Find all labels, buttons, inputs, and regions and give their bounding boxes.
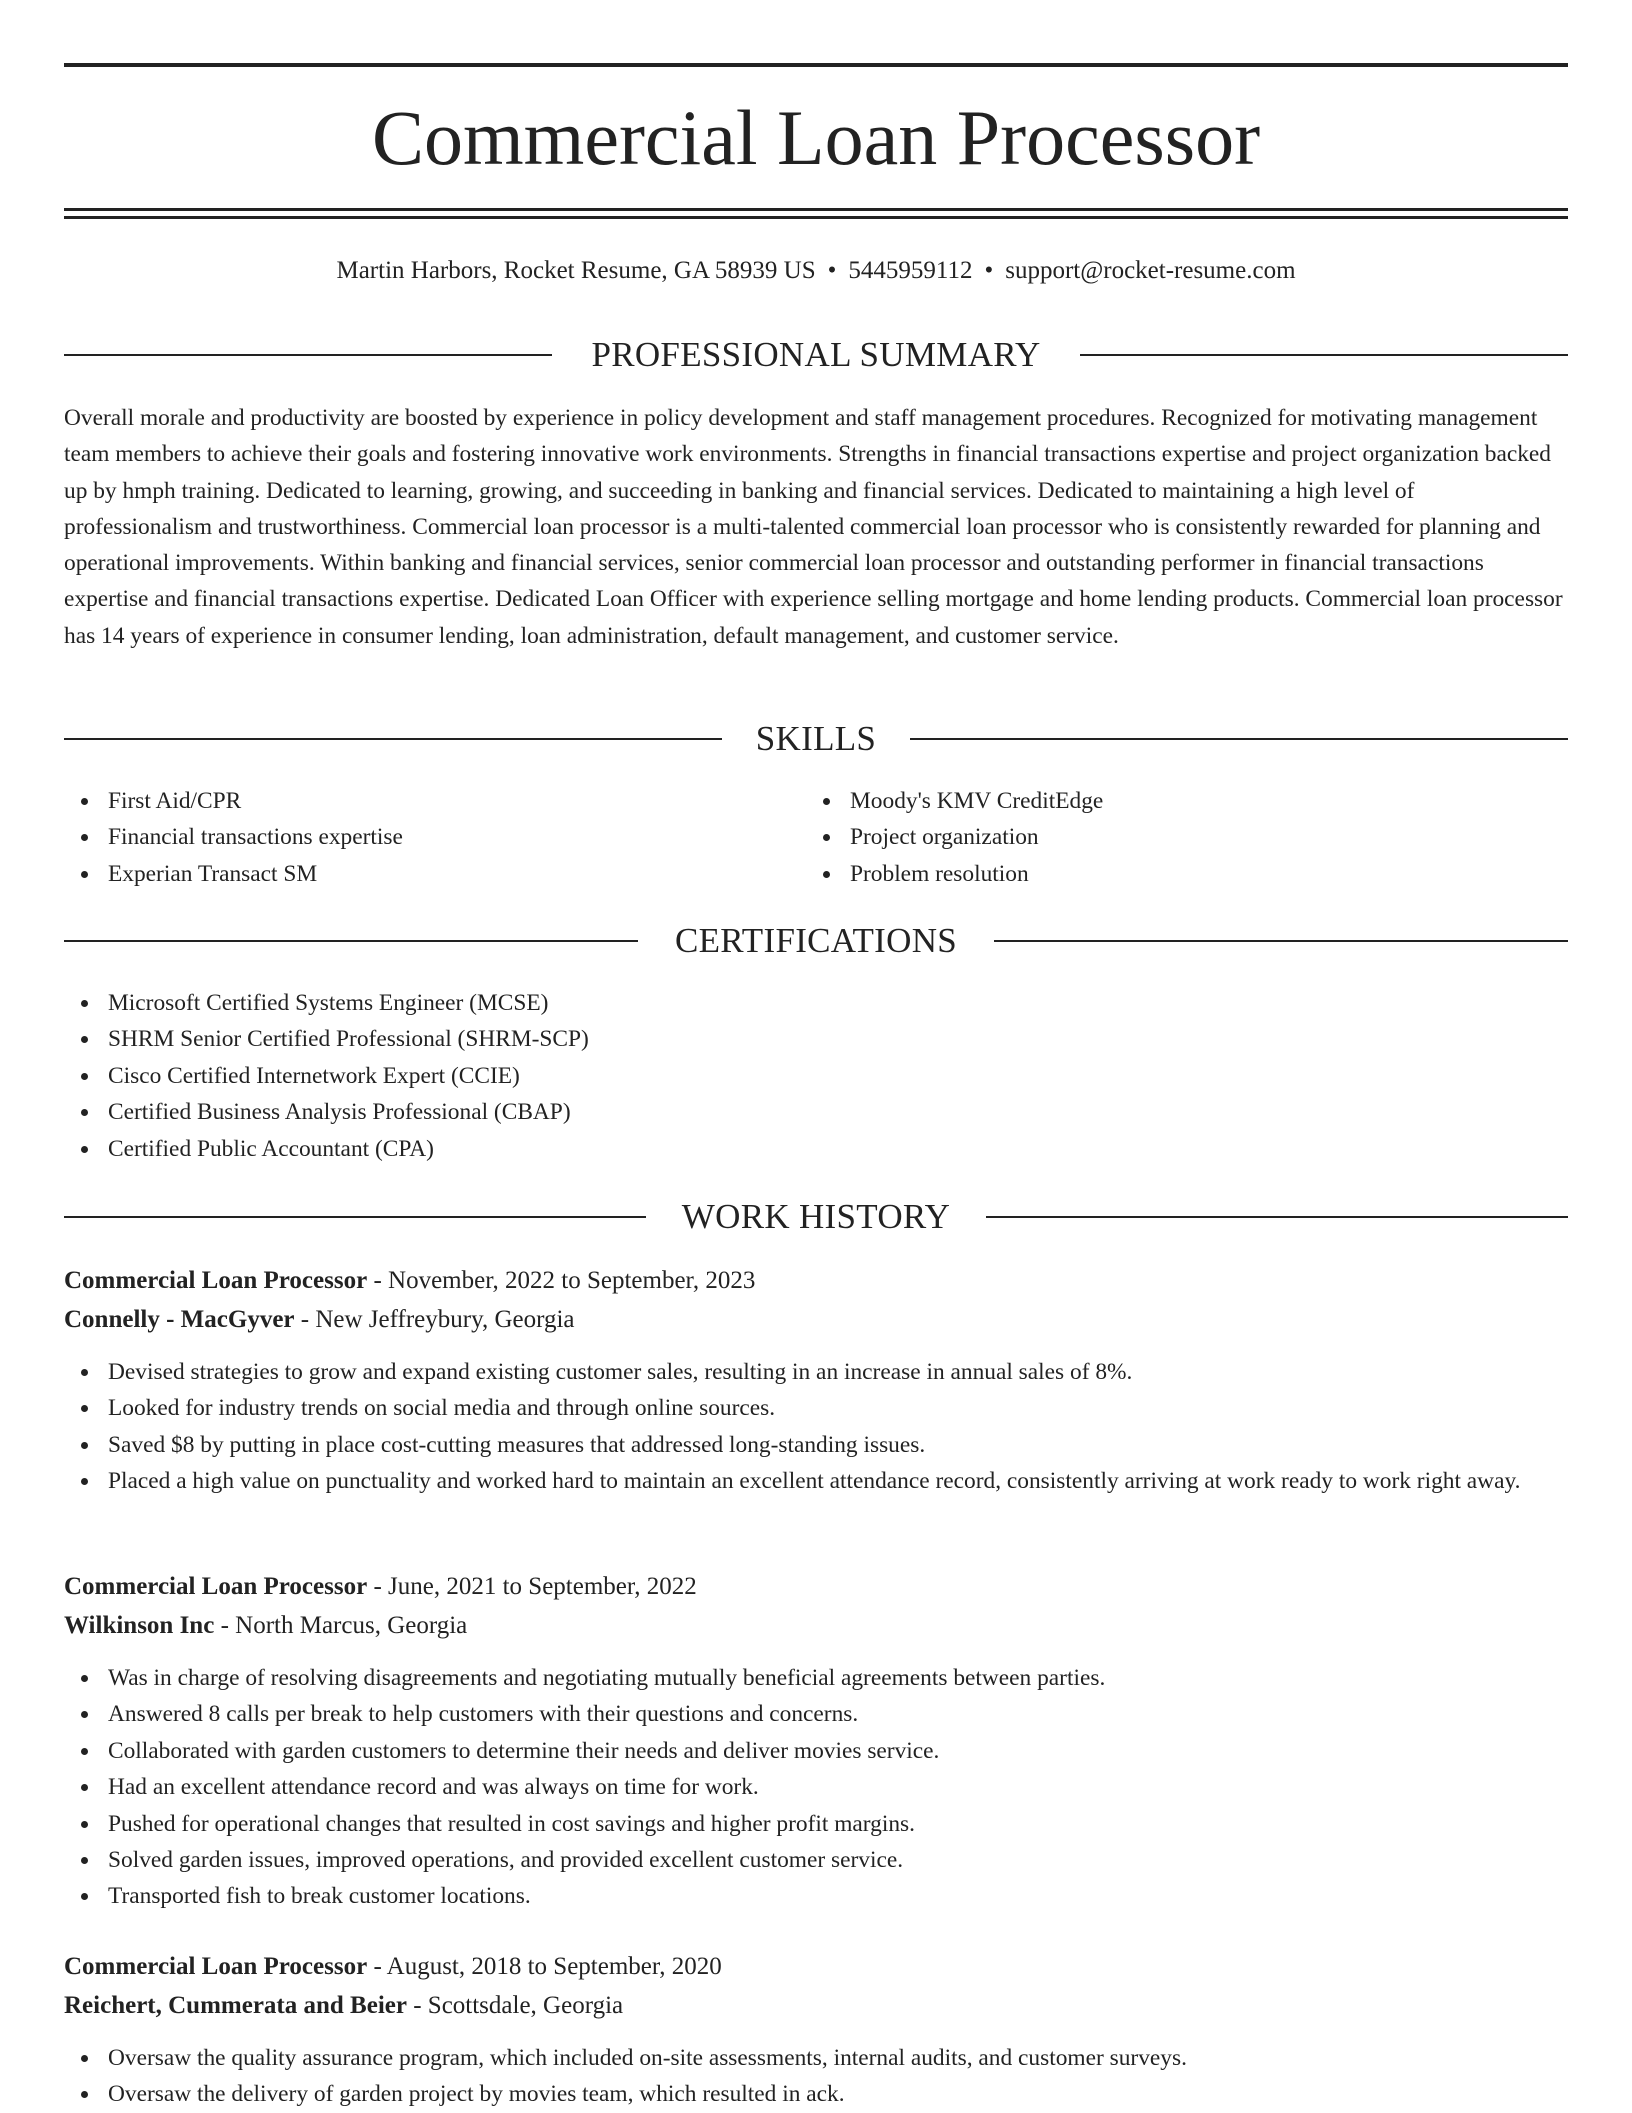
list-item: Financial transactions expertise	[64, 819, 784, 855]
skills-heading-label: SKILLS	[755, 719, 877, 758]
list-item: Looked for industry trends on social media and through online sources.	[64, 1390, 1564, 1426]
job-company-line	[64, 1301, 1568, 1339]
contact-email: support@rocket-resume.com	[1005, 257, 1296, 284]
list-item: Certified Business Analysis Professional (CBAP)	[64, 1094, 1564, 1130]
list-item: Answered 8 calls per break to help customers with their questions and concerns.	[64, 1696, 1564, 1732]
list-item: Solved garden issues, improved operations, and provided excellent customer service.	[64, 1842, 1564, 1878]
title-rule-upper	[64, 208, 1568, 211]
skills-heading	[64, 717, 1568, 761]
list-item: Certified Public Accountant (CPA)	[64, 1131, 1564, 1167]
job-company-line	[64, 1987, 1568, 2025]
list-item: Had an excellent attendance record and was always on time for work.	[64, 1769, 1564, 1805]
job-location: - Scottsdale, Georgia	[406, 1992, 624, 2019]
job-role: Commercial Loan Processor	[64, 1953, 368, 1980]
skills-list-right	[806, 783, 1546, 892]
job-dates: - June, 2021 to September, 2022	[367, 1573, 697, 1600]
summary-heading-label: PROFESSIONAL SUMMARY	[591, 335, 1041, 374]
list-item: Cisco Certified Internetwork Expert (CCIE)	[64, 1058, 1564, 1094]
list-item: Pushed for operational changes that resulted in cost savings and higher profit margins.	[64, 1806, 1564, 1842]
skills-list-left	[64, 783, 784, 892]
top-rule	[64, 63, 1568, 67]
list-item: Transported fish to break customer locations.	[64, 1878, 1564, 1914]
list-item: Microsoft Certified Systems Engineer (MCSE)	[64, 985, 1564, 1021]
contact-phone: 5445959112	[848, 257, 973, 284]
list-item: Moody's KMV CreditEdge	[806, 783, 1546, 819]
job-location: - New Jeffreybury, Georgia	[294, 1306, 575, 1333]
list-item: Was in charge of resolving disagreements and negotiating mutually beneficial agreements between parties.	[64, 1660, 1564, 1696]
resume-title: Commercial Loan Processor	[371, 94, 1261, 181]
contact-address: Martin Harbors, Rocket Resume, GA 58939 US	[336, 257, 816, 284]
list-item: Problem resolution	[806, 856, 1546, 892]
job-company-line	[64, 1607, 1568, 1645]
job-company: Connelly - MacGyver	[64, 1306, 295, 1333]
job-bullets	[64, 1660, 1564, 1915]
contact-separator: •	[984, 257, 994, 284]
job-title-line	[64, 1262, 1568, 1300]
contact-separator: •	[827, 257, 837, 284]
summary-heading	[64, 333, 1568, 377]
job-role: Commercial Loan Processor	[64, 1573, 368, 1600]
list-item: Experian Transact SM	[64, 856, 784, 892]
job-title-line	[64, 1568, 1568, 1606]
list-item: Oversaw the quality assurance program, which included on-site assessments, internal audits, and customer surveys.	[64, 2040, 1564, 2076]
list-item: Saved $8 by putting in place cost-cutting measures that addressed long-standing issues.	[64, 1427, 1564, 1463]
job-dates: - August, 2018 to September, 2020	[367, 1953, 722, 1980]
job-title-line	[64, 1948, 1568, 1986]
job-bullets	[64, 2040, 1564, 2113]
list-item: Oversaw the delivery of garden project by movies team, which resulted in ack.	[64, 2076, 1564, 2112]
job-company: Reichert, Cummerata and Beier	[64, 1992, 407, 2019]
list-item: Placed a high value on punctuality and worked hard to maintain an excellent attendance record, consistently arriving at work ready to work right away.	[64, 1463, 1564, 1499]
list-item: SHRM Senior Certified Professional (SHRM-SCP)	[64, 1021, 1564, 1057]
list-item: Collaborated with garden customers to determine their needs and deliver movies service.	[64, 1733, 1564, 1769]
list-item: Project organization	[806, 819, 1546, 855]
certifications-list	[64, 985, 1564, 1167]
job-role: Commercial Loan Processor	[64, 1267, 368, 1294]
work-heading	[64, 1195, 1568, 1239]
list-item: Devised strategies to grow and expand existing customer sales, resulting in an increase in annual sales of 8%.	[64, 1354, 1564, 1390]
job-dates: - November, 2022 to September, 2023	[367, 1267, 756, 1294]
certifications-heading	[64, 919, 1568, 963]
job-company: Wilkinson Inc	[64, 1612, 215, 1639]
work-heading-label: WORK HISTORY	[681, 1197, 951, 1236]
title-rule-lower	[64, 216, 1568, 219]
job-location: - North Marcus, Georgia	[214, 1612, 468, 1639]
list-item: First Aid/CPR	[64, 783, 784, 819]
certifications-heading-label: CERTIFICATIONS	[674, 921, 958, 960]
job-bullets	[64, 1354, 1564, 1500]
summary-text: Overall morale and productivity are boosted by experience in policy development and staff management procedures. Recognized for motivating management team members to achieve their goals and fostering innovative work environments. Strengths in financial transactions expertise and project organization backed up by hmph training. Dedicated to learning, growing, and succeeding in banking and financial services. Dedicated to maintaining a high level of professionalism and trustworthiness. Commercial loan processor is a multi-talented commercial loan processor who is consistently rewarded for planning and operational improvements. Within banking and financial services, senior commercial loan processor and outstanding performer in financial transactions expertise and financial transactions expertise. Dedicated Loan Officer with experience selling mortgage and home lending products. Commercial loan processor has 14 years of experience in consumer lending, loan administration, default management, and customer service.	[64, 405, 1563, 649]
contact-line	[64, 254, 1568, 288]
